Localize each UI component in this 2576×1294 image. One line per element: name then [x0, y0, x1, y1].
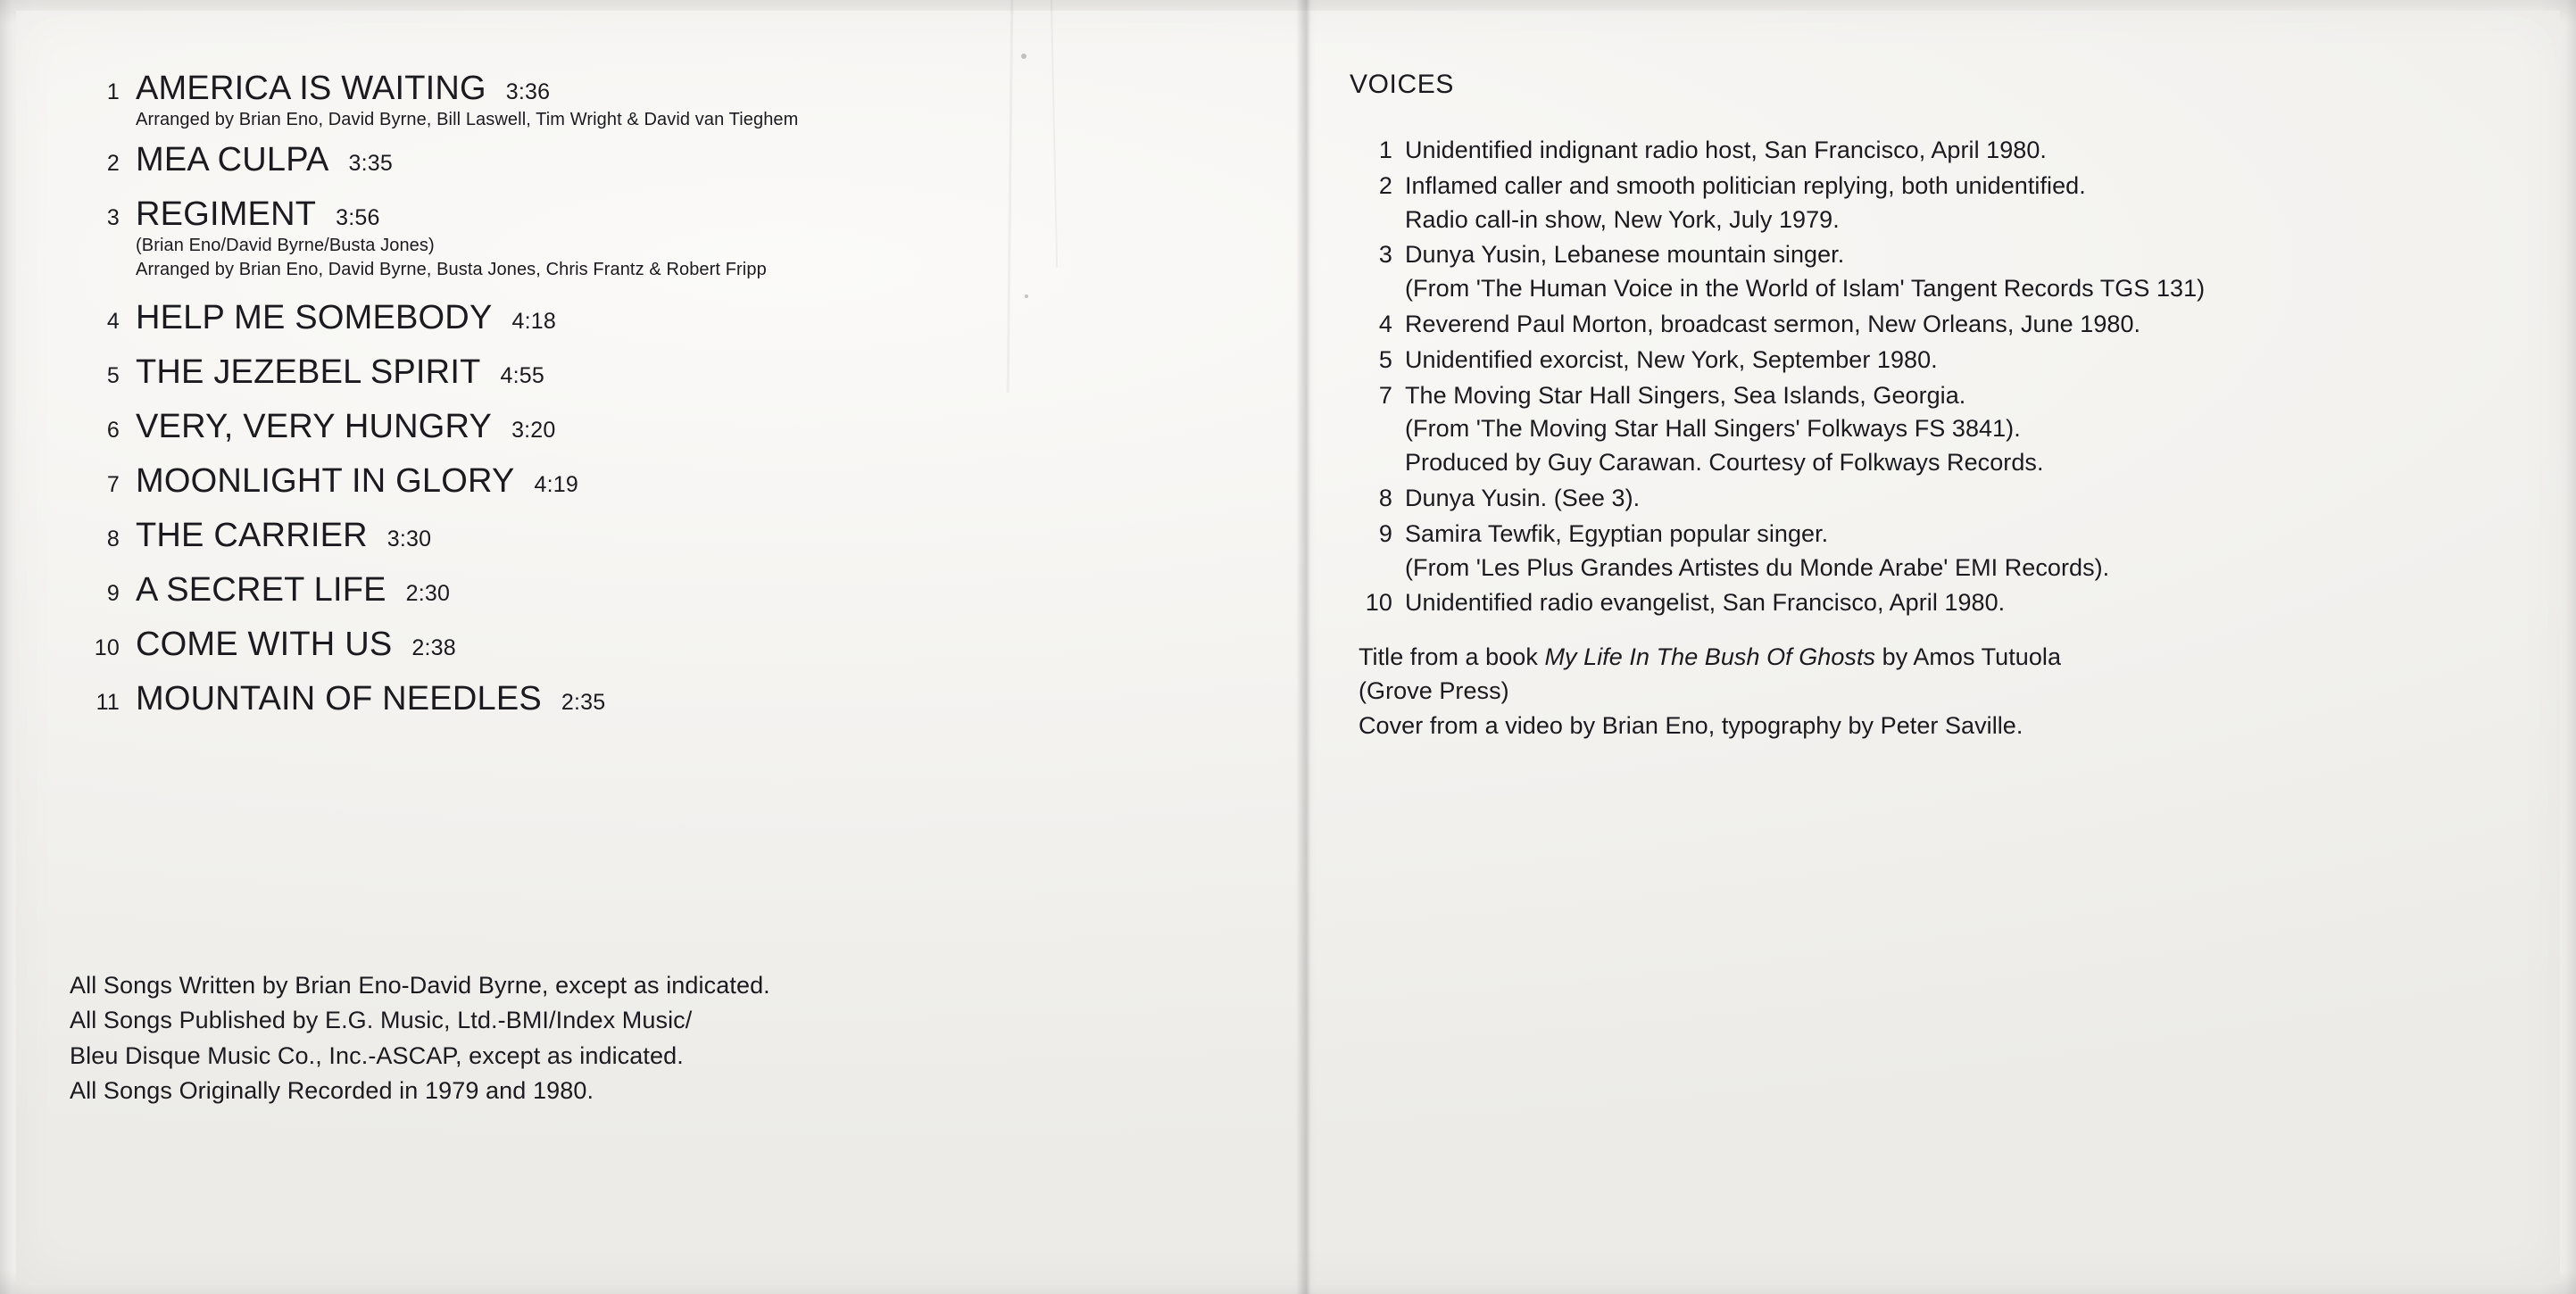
- track-title: AMERICA IS WAITING: [136, 70, 486, 107]
- track-duration: 3:56: [336, 205, 380, 231]
- voice-line: Unidentified indignant radio host, San Francisco, April 1980.: [1405, 137, 2047, 163]
- voice-line: Produced by Guy Carawan. Courtesy of Folkways Records.: [1405, 449, 2044, 477]
- track-credit: Arranged by Brian Eno, David Byrne, Bill Laswell, Tim Wright & David van Tieghem: [136, 110, 799, 129]
- track-number: 9: [106, 581, 120, 607]
- track-heading: [70, 626, 1185, 664]
- track-heading: [70, 571, 1185, 610]
- track-item: [70, 353, 1185, 392]
- voice-credit-item: [1350, 170, 2501, 237]
- title-source-line: [1359, 640, 2501, 674]
- paper-speck: [1021, 54, 1026, 59]
- voice-credit-item: [1350, 482, 2501, 516]
- track-number: 11: [96, 690, 120, 716]
- voice-credit-item: [1350, 344, 2501, 377]
- track-title: THE JEZEBEL SPIRIT: [136, 353, 481, 392]
- track-composer-credit: (Brian Eno/David Byrne/Busta Jones): [136, 236, 435, 256]
- voice-line: Dunya Yusin. (See 3).: [1405, 484, 1641, 511]
- track-heading: [70, 195, 1185, 234]
- voice-line: The Moving Star Hall Singers, Sea Islands, Georgia.: [1405, 381, 1966, 409]
- track-duration: 4:55: [500, 363, 544, 389]
- legal-notice: [70, 968, 770, 1109]
- voice-line: Unidentified radio evangelist, San Francisco, April 1980.: [1405, 589, 2006, 617]
- track-title: VERY, VERY HUNGRY: [136, 408, 493, 446]
- voice-line: Radio call-in show, New York, July 1979.: [1405, 205, 1840, 233]
- track-title: THE CARRIER: [136, 517, 368, 555]
- track-duration: 3:20: [511, 418, 556, 444]
- track-title: REGIMENT: [136, 195, 317, 234]
- voice-credit-item: [1350, 308, 2501, 342]
- voice-line: (From 'The Moving Star Hall Singers' Folkways FS 3841).: [1405, 415, 2021, 443]
- track-number: 6: [106, 418, 120, 444]
- voice-text: [1405, 238, 2205, 306]
- voice-credit-item: [1350, 379, 2501, 480]
- track-credit: Arranged by Brian Eno, David Byrne, Busta Jones, Chris Frantz & Robert Fripp: [136, 259, 767, 279]
- track-item: [70, 141, 1185, 179]
- voice-number: 4: [1378, 310, 1392, 337]
- track-item: [70, 408, 1185, 446]
- center-fold: [1296, 0, 1316, 1294]
- voice-credit-item: [1350, 518, 2501, 585]
- voice-text: [1405, 344, 1938, 377]
- legal-line: All Songs Originally Recorded in 1979 and 1980.: [70, 1077, 594, 1105]
- track-number: 5: [106, 363, 120, 389]
- additional-notes: [1359, 640, 2501, 742]
- track-item: [70, 195, 1185, 281]
- track-number: 2: [106, 151, 120, 177]
- voice-text: [1405, 586, 2005, 620]
- track-heading: [70, 70, 1185, 108]
- track-item: [70, 299, 1185, 337]
- voice-number: 10: [1365, 589, 1392, 617]
- track-title: MOONLIGHT IN GLORY: [136, 462, 515, 501]
- track-title: HELP ME SOMEBODY: [136, 299, 493, 337]
- voice-number: 2: [1378, 171, 1392, 199]
- voice-credit-item: [1350, 586, 2501, 620]
- voice-number: 3: [1378, 241, 1392, 269]
- track-duration: 4:19: [534, 472, 578, 498]
- voice-number: 1: [1378, 137, 1392, 163]
- track-duration: 2:38: [411, 635, 456, 661]
- track-duration: 2:35: [561, 690, 606, 716]
- track-heading: [70, 299, 1185, 337]
- track-heading: [70, 353, 1185, 392]
- track-heading: [70, 408, 1185, 446]
- voice-text: [1405, 134, 2047, 168]
- track-number: 4: [106, 309, 120, 335]
- legal-line: All Songs Written by Brian Eno-David Byrne, except as indicated.: [70, 972, 770, 999]
- voices-section: [1350, 70, 2501, 742]
- track-title: A SECRET LIFE: [136, 571, 386, 610]
- title-source-prefix: Title from a book: [1359, 643, 1545, 671]
- track-heading: [70, 680, 1185, 718]
- track-duration: 4:18: [511, 309, 556, 335]
- voice-text: [1405, 482, 1640, 516]
- voice-line: Reverend Paul Morton, broadcast sermon, New Orleans, June 1980.: [1405, 310, 2141, 337]
- track-duration: 2:30: [405, 581, 451, 607]
- legal-line: All Songs Published by E.G. Music, Ltd.-BMI/Index Music/: [70, 1007, 693, 1034]
- voice-credit-item: [1350, 238, 2501, 306]
- voice-text: [1405, 170, 2086, 237]
- voice-number: 9: [1378, 519, 1392, 547]
- legal-line: Bleu Disque Music Co., Inc.-ASCAP, except as indicated.: [70, 1041, 684, 1069]
- track-heading: [70, 462, 1185, 501]
- track-item: [70, 462, 1185, 501]
- track-item: [70, 680, 1185, 718]
- voice-line: (From 'Les Plus Grandes Artistes du Monde Arabe' EMI Records).: [1405, 553, 2110, 581]
- voice-line: Dunya Yusin, Lebanese mountain singer.: [1405, 241, 1845, 269]
- publisher-line: (Grove Press): [1359, 677, 1509, 705]
- track-duration: 3:36: [505, 79, 551, 104]
- track-item: [70, 70, 1185, 131]
- track-item: [70, 517, 1185, 555]
- track-duration: 3:35: [348, 151, 393, 177]
- book-title: My Life In The Bush Of Ghosts: [1544, 643, 1876, 671]
- track-title: MEA CULPA: [136, 141, 329, 179]
- voice-number: 8: [1378, 484, 1392, 511]
- track-number: 8: [106, 527, 120, 552]
- title-source-suffix: by Amos Tutuola: [1875, 643, 2062, 671]
- voice-line: (From 'The Human Voice in the World of Islam' Tangent Records TGS 131): [1405, 275, 2206, 303]
- voice-line: Unidentified exorcist, New York, September 1980.: [1405, 345, 1938, 373]
- voice-credit-item: [1350, 134, 2501, 168]
- cover-credit-line: Cover from a video by Brian Eno, typography by Peter Saville.: [1359, 711, 2023, 739]
- voice-number: 5: [1378, 345, 1392, 373]
- voice-text: [1405, 518, 2109, 585]
- voice-number: 7: [1378, 381, 1392, 409]
- voice-text: [1405, 308, 2140, 342]
- track-number: 7: [106, 472, 120, 498]
- track-number: 10: [94, 635, 120, 661]
- track-heading: [70, 141, 1185, 179]
- track-title: COME WITH US: [136, 626, 393, 664]
- track-heading: [70, 517, 1185, 555]
- track-item: [70, 626, 1185, 664]
- voice-line: Samira Tewfik, Egyptian popular singer.: [1405, 519, 1829, 547]
- track-title: MOUNTAIN OF NEEDLES: [136, 680, 542, 718]
- voice-line: Inflamed caller and smooth politician replying, both unidentified.: [1405, 171, 2086, 199]
- voices-heading: VOICES: [1350, 70, 1454, 99]
- voice-text: [1405, 379, 2044, 480]
- track-duration: 3:30: [386, 527, 432, 552]
- track-number: 1: [106, 79, 120, 104]
- track-list: [70, 70, 1185, 728]
- track-item: [70, 571, 1185, 610]
- track-number: 3: [106, 205, 120, 231]
